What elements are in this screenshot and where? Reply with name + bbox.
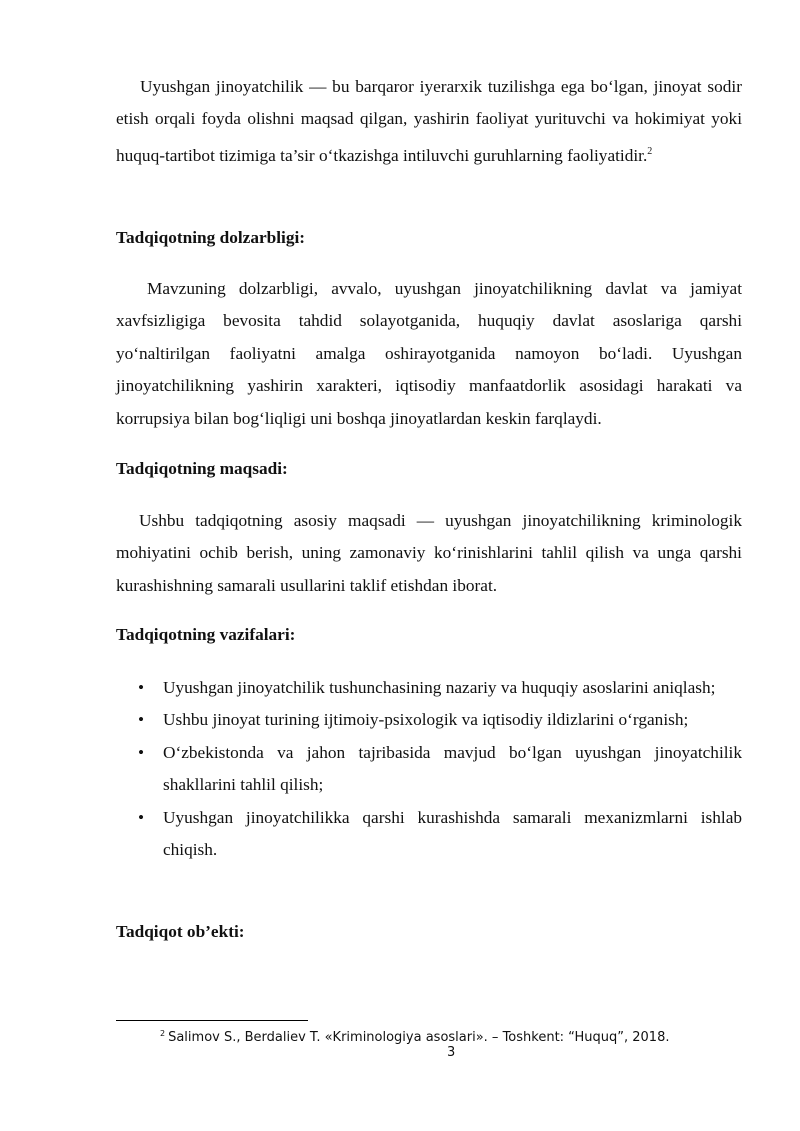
- list-item: [116, 672, 742, 704]
- page-number: 3: [447, 1045, 456, 1060]
- bullet-icon: •: [138, 807, 145, 827]
- footnote-divider: [116, 1020, 308, 1021]
- list-item: [116, 704, 742, 736]
- intro-paragraph: [116, 71, 742, 172]
- bullet-icon: •: [138, 678, 145, 697]
- footnote-reference: 2: [647, 145, 653, 157]
- footnote: [160, 1029, 669, 1045]
- relevance-paragraph: Mavzuning dolzarbligi, avvalo, uyushgan jinoyatchilikning davlat va jamiyat xavfsizligiga bevosita tahdid solayotganida, huquqiy davlat asoslariga qarshi yo‘naltirilgan faoliyatni amalga oshirayotganida namoyon bo‘ladi. Uyushgan jinoyatchilikning yashirin xarakteri, iqtisodiy manfaatdorlik asosidagi harakati va korrupsiya bilan bog‘liqligi uni boshqa jinoyatlardan keskin farqlaydi.: [116, 279, 742, 428]
- tasks-list: [116, 672, 742, 866]
- bullet-icon: •: [138, 710, 145, 730]
- list-item-text: Uyushgan jinoyatchilik tushunchasining nazariy va huquqiy asoslarini aniqlash;: [163, 678, 716, 697]
- footnote-number: 2: [160, 1029, 166, 1038]
- object-heading: Tadqiqot ob’ekti:: [116, 922, 245, 941]
- list-item: [116, 737, 742, 802]
- relevance-heading: Tadqiqotning dolzarbligi:: [116, 228, 306, 247]
- list-item-text: Uyushgan jinoyatchilikka qarshi kurashishda samarali mexanizmlarni ishlab chiqish.: [163, 807, 742, 860]
- footnote-text: Salimov S., Berdaliev T. «Kriminologiya asoslari». – Toshkent: “Huquq”, 2018.: [168, 1030, 670, 1045]
- list-item-text: Ushbu jinoyat turining ijtimoiy-psixologik va iqtisodiy ildizlarini o‘rganish;: [163, 710, 689, 730]
- tasks-heading: Tadqiqotning vazifalari:: [116, 625, 296, 644]
- bullet-icon: •: [138, 742, 145, 762]
- list-item: [116, 802, 742, 867]
- goal-paragraph: Ushbu tadqiqotning asosiy maqsadi — uyushgan jinoyatchilikning kriminologik mohiyatini ochib berish, uning zamonaviy ko‘rinishlarini tahlil qilish va unga qarshi kurashishning samarali usullarini taklif etishdan iborat.: [116, 511, 742, 595]
- intro-text: Uyushgan jinoyatchilik — bu barqaror iyerarxik tuzilishga ega bo‘lgan, jinoyat sodir etish orqali foyda olishni maqsad qilgan, yashirin faoliyat yurituvchi va hokimiyat yoki huquq-tartibot tizimiga ta’sir o‘tkazishga intiluvchi guruhlarning faoliyatidir.: [116, 77, 742, 165]
- goal-heading: Tadqiqotning maqsadi:: [116, 459, 288, 478]
- list-item-text: O‘zbekistonda va jahon tajribasida mavjud bo‘lgan uyushgan jinoyatchilik shakllarini tahlil qilish;: [163, 742, 742, 795]
